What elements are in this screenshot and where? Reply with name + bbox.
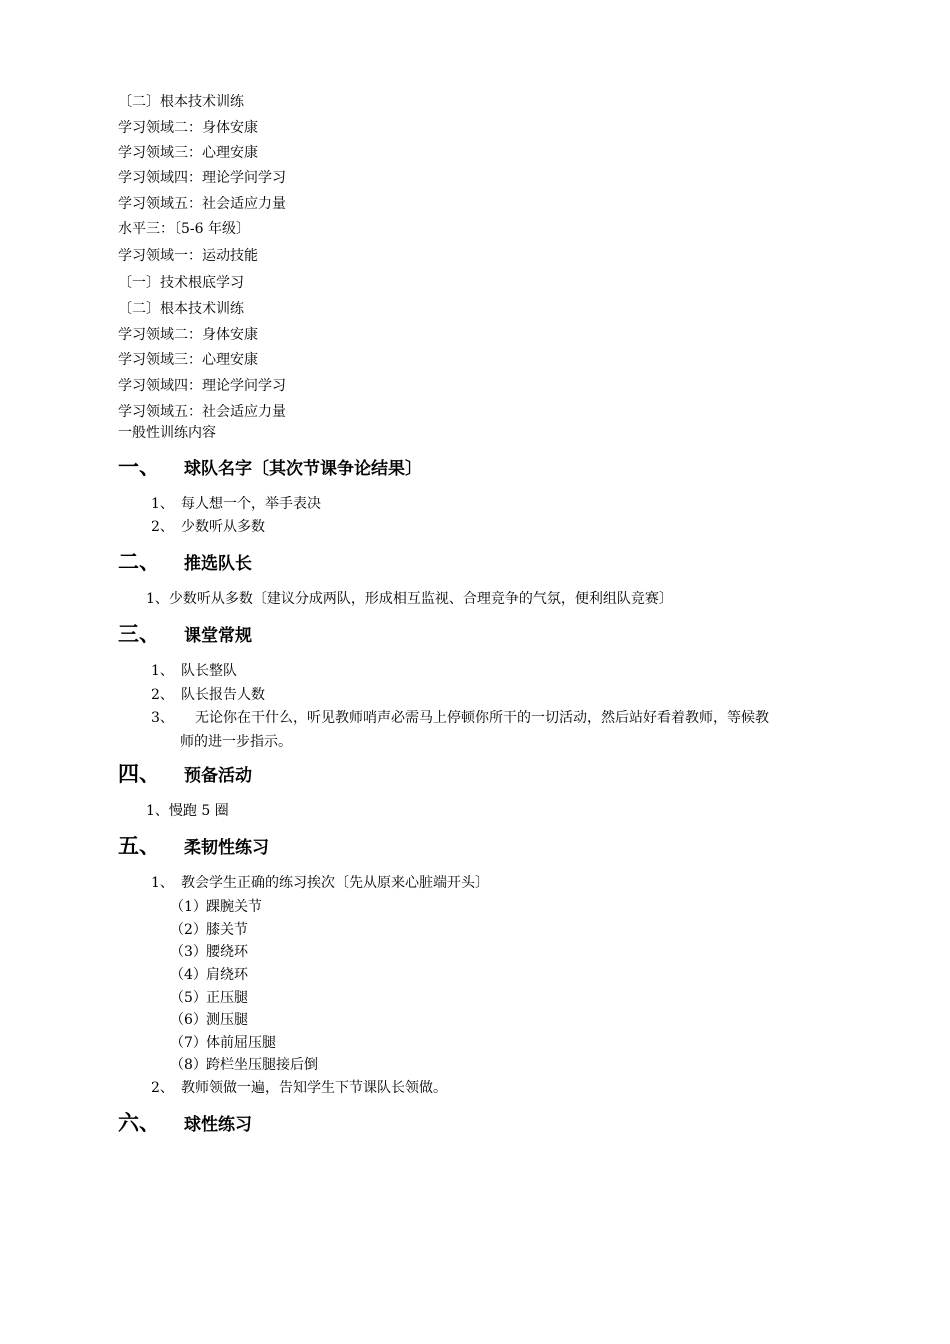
outline-line: 水平三：〔5-6 年级〕 xyxy=(118,221,250,237)
outline-line: 〔二〕根本技术训练 xyxy=(118,94,244,110)
sub-list-item-text: 肩绕环 xyxy=(206,967,248,983)
outline-line: 〔二〕根本技术训练 xyxy=(118,301,244,317)
list-item-number: 1、 xyxy=(151,875,174,891)
outline-line: 学习领域三：心理安康 xyxy=(118,145,258,161)
list-item-text: 少数听从多数 xyxy=(181,519,265,535)
list-item-text: 队长整队 xyxy=(181,663,237,679)
list-item-number: 2、 xyxy=(151,519,174,535)
outline-line: 学习领域一：运动技能 xyxy=(118,248,258,264)
sub-list-item-number: （5） xyxy=(170,990,207,1006)
outline-line: 学习领域四：理论学问学习 xyxy=(118,378,286,394)
list-item-number: 2、 xyxy=(151,1080,174,1096)
sub-list-item xyxy=(170,943,248,961)
list-item-number: 1、 xyxy=(146,591,169,607)
sub-list-item-text: 腰绕环 xyxy=(206,944,248,960)
sub-list-item-number: （7） xyxy=(170,1035,207,1051)
section-number: 四、 xyxy=(118,761,160,786)
list-item-text: 少数听从多数〔建议分成两队，形成相互监视、合理竞争的气氛，便利组队竞赛〕 xyxy=(168,591,673,607)
section-number: 二、 xyxy=(118,549,160,574)
list-item xyxy=(151,662,237,680)
outline-line: 学习领域二：身体安康 xyxy=(118,327,258,343)
section-number: 一、 xyxy=(118,454,160,479)
sub-list-item-number: （4） xyxy=(170,967,207,983)
sub-list-item-number: （8） xyxy=(170,1057,207,1073)
section-number: 五、 xyxy=(118,833,160,858)
sub-list-item xyxy=(170,921,248,939)
sub-list-item xyxy=(170,1056,318,1074)
list-item xyxy=(151,686,265,704)
list-item xyxy=(151,495,321,513)
sub-list-item-text: 体前屈压腿 xyxy=(206,1035,276,1051)
sub-list-item-number: （6） xyxy=(170,1012,207,1028)
section-heading: 课堂常规 xyxy=(184,626,252,646)
sub-list-item-number: （1） xyxy=(170,899,207,915)
outline-line: 学习领域五：社会适应力量 xyxy=(118,404,286,420)
sub-list-item xyxy=(170,1011,248,1029)
section-number: 六、 xyxy=(118,1110,160,1135)
sub-list-item-number: （2） xyxy=(170,922,207,938)
list-item-number: 3、 xyxy=(151,710,174,726)
list-item xyxy=(151,518,265,536)
list-item xyxy=(151,874,489,892)
list-item-continuation: 师的进一步指示。 xyxy=(180,734,292,750)
list-item-text: 教师领做一遍，告知学生下节课队长领做。 xyxy=(181,1080,447,1096)
section-heading: 预备活动 xyxy=(184,766,252,786)
list-item-text: 无论你在干什么，听见教师哨声必需马上停顿你所干的一切活动，然后站好看着教师，等候教 xyxy=(195,710,769,726)
outline-line: 〔一〕技术根底学习 xyxy=(118,275,244,291)
list-item-number: 1、 xyxy=(146,803,169,819)
outline-line: 学习领域三：心理安康 xyxy=(118,352,258,368)
list-item xyxy=(151,1079,447,1097)
sub-list-item-text: 跨栏坐压腿接后倒 xyxy=(206,1057,318,1073)
outline-line: 学习领域五：社会适应力量 xyxy=(118,196,286,212)
list-item-number: 2、 xyxy=(151,687,174,703)
sub-list-item xyxy=(170,989,248,1007)
sub-list-item-text: 正压腿 xyxy=(206,990,248,1006)
section-heading: 柔韧性练习 xyxy=(184,838,269,858)
section-heading: 球性练习 xyxy=(184,1115,252,1135)
sub-list-item xyxy=(170,1034,276,1052)
sub-list-item-number: （3） xyxy=(170,944,207,960)
list-item-text: 教会学生正确的练习挨次〔先从原来心脏端开头〕 xyxy=(181,875,489,891)
list-item xyxy=(146,802,229,820)
list-item-text: 队长报告人数 xyxy=(181,687,265,703)
sub-list-item-text: 测压腿 xyxy=(206,1012,248,1028)
sub-list-item-text: 踝腕关节 xyxy=(206,899,262,915)
section-heading: 球队名字〔其次节课争论结果〕 xyxy=(184,459,422,479)
list-item-number: 1、 xyxy=(151,496,174,512)
outline-line: 学习领域二：身体安康 xyxy=(118,120,258,136)
sub-list-item-text: 膝关节 xyxy=(206,922,248,938)
list-item xyxy=(146,590,673,608)
list-item-number: 1、 xyxy=(151,663,174,679)
section-heading: 推选队长 xyxy=(184,554,252,574)
list-item xyxy=(151,709,769,727)
outline-line: 学习领域四：理论学问学习 xyxy=(118,170,286,186)
sub-list-item xyxy=(170,898,262,916)
sub-list-item xyxy=(170,966,248,984)
list-item-text: 每人想一个，举手表决 xyxy=(181,496,321,512)
list-item-text: 慢跑 5 圈 xyxy=(168,803,229,819)
outline-line: 一般性训练内容 xyxy=(118,425,216,441)
section-number: 三、 xyxy=(118,621,160,646)
